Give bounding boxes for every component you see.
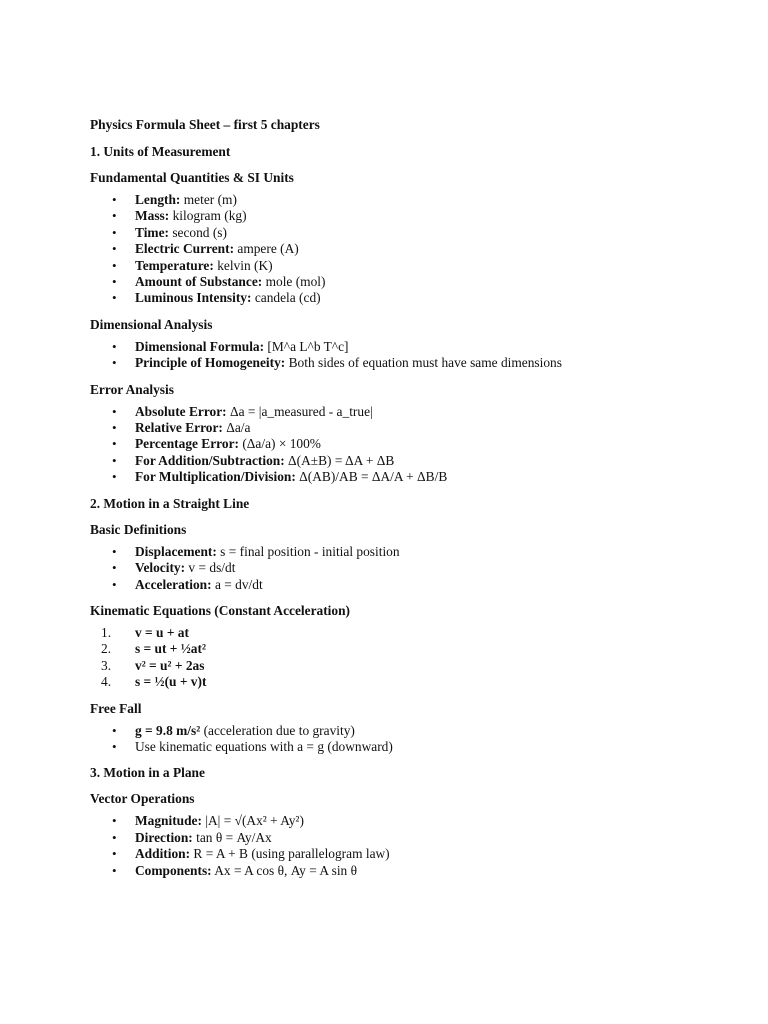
subheading-dimensional-analysis: Dimensional Analysis xyxy=(90,316,213,332)
vector-operations-list xyxy=(90,813,710,879)
list-item: • Time: second (s) xyxy=(90,225,710,241)
list-item: • For Addition/Subtraction: Δ(A±B) = ΔA + ΔB xyxy=(90,453,710,469)
fundamental-quantities-list xyxy=(90,192,710,307)
equation: v = u + at xyxy=(135,624,189,640)
list-item: • Dimensional Formula: [M^a L^b T^c] xyxy=(90,339,710,355)
list-item: • g = 9.8 m/s² (acceleration due to gravity) xyxy=(90,723,710,739)
subheading-fundamental-quantities: Fundamental Quantities & SI Units xyxy=(90,170,294,185)
list-item: • For Multiplication/Division: Δ(AB)/AB = ΔA/A + ΔB/B xyxy=(90,469,710,485)
section-heading-units: 1. Units of Measurement xyxy=(90,144,231,159)
section-heading-motion-straight-line: 2. Motion in a Straight Line xyxy=(90,495,250,511)
document-title: Physics Formula Sheet – first 5 chapters xyxy=(90,117,320,132)
list-item: • Temperature: kelvin (K) xyxy=(90,258,710,274)
list-item: • Amount of Substance: mole (mol) xyxy=(90,274,710,290)
list-number: 2. xyxy=(101,641,112,657)
list-item xyxy=(90,658,710,674)
list-item: • Magnitude: |A| = √(Ax² + Ay²) xyxy=(90,813,710,829)
list-item: • Displacement: s = final position - initial position xyxy=(90,544,710,560)
subheading-free-fall: Free Fall xyxy=(90,700,142,716)
list-number: 4. xyxy=(101,674,112,690)
equation: s = ut + ½at² xyxy=(135,641,206,657)
kinematic-equations-list xyxy=(90,625,710,691)
equation: s = ½(u + v)t xyxy=(135,674,207,690)
subheading-basic-definitions: Basic Definitions xyxy=(90,521,187,537)
list-item: • Length: meter (m) xyxy=(90,192,710,208)
list-number: 1. xyxy=(101,624,112,640)
list-item xyxy=(90,625,710,641)
subheading-error-analysis: Error Analysis xyxy=(90,381,174,397)
free-fall-list xyxy=(90,723,710,756)
list-item: • Absolute Error: Δa = |a_measured - a_true| xyxy=(90,404,710,420)
list-item: • Luminous Intensity: candela (cd) xyxy=(90,290,710,306)
error-analysis-list xyxy=(90,404,710,486)
list-item xyxy=(90,641,710,657)
dimensional-analysis-list xyxy=(90,339,710,372)
basic-definitions-list xyxy=(90,544,710,593)
list-item: • Direction: tan θ = Ay/Ax xyxy=(90,830,710,846)
list-number: 3. xyxy=(101,657,112,673)
subheading-vector-operations: Vector Operations xyxy=(90,791,195,807)
list-item: • Velocity: v = ds/dt xyxy=(90,560,710,576)
section-heading-motion-plane: 3. Motion in a Plane xyxy=(90,765,205,781)
subheading-kinematic-equations: Kinematic Equations (Constant Acceleration) xyxy=(90,602,350,618)
list-item: • Percentage Error: (Δa/a) × 100% xyxy=(90,436,710,452)
list-item: • Electric Current: ampere (A) xyxy=(90,241,710,257)
document-page xyxy=(90,117,710,889)
list-item: • Components: Ax = A cos θ, Ay = A sin θ xyxy=(90,863,710,879)
list-item: • Mass: kilogram (kg) xyxy=(90,208,710,224)
list-item xyxy=(90,674,710,690)
equation: v² = u² + 2as xyxy=(135,657,205,673)
list-item: • Addition: R = A + B (using parallelogram law) xyxy=(90,846,710,862)
list-item: • Use kinematic equations with a = g (downward) xyxy=(90,739,710,755)
list-item: • Relative Error: Δa/a xyxy=(90,420,710,436)
list-item: • Acceleration: a = dv/dt xyxy=(90,577,710,593)
list-item: • Principle of Homogeneity: Both sides of equation must have same dimensions xyxy=(90,355,710,371)
